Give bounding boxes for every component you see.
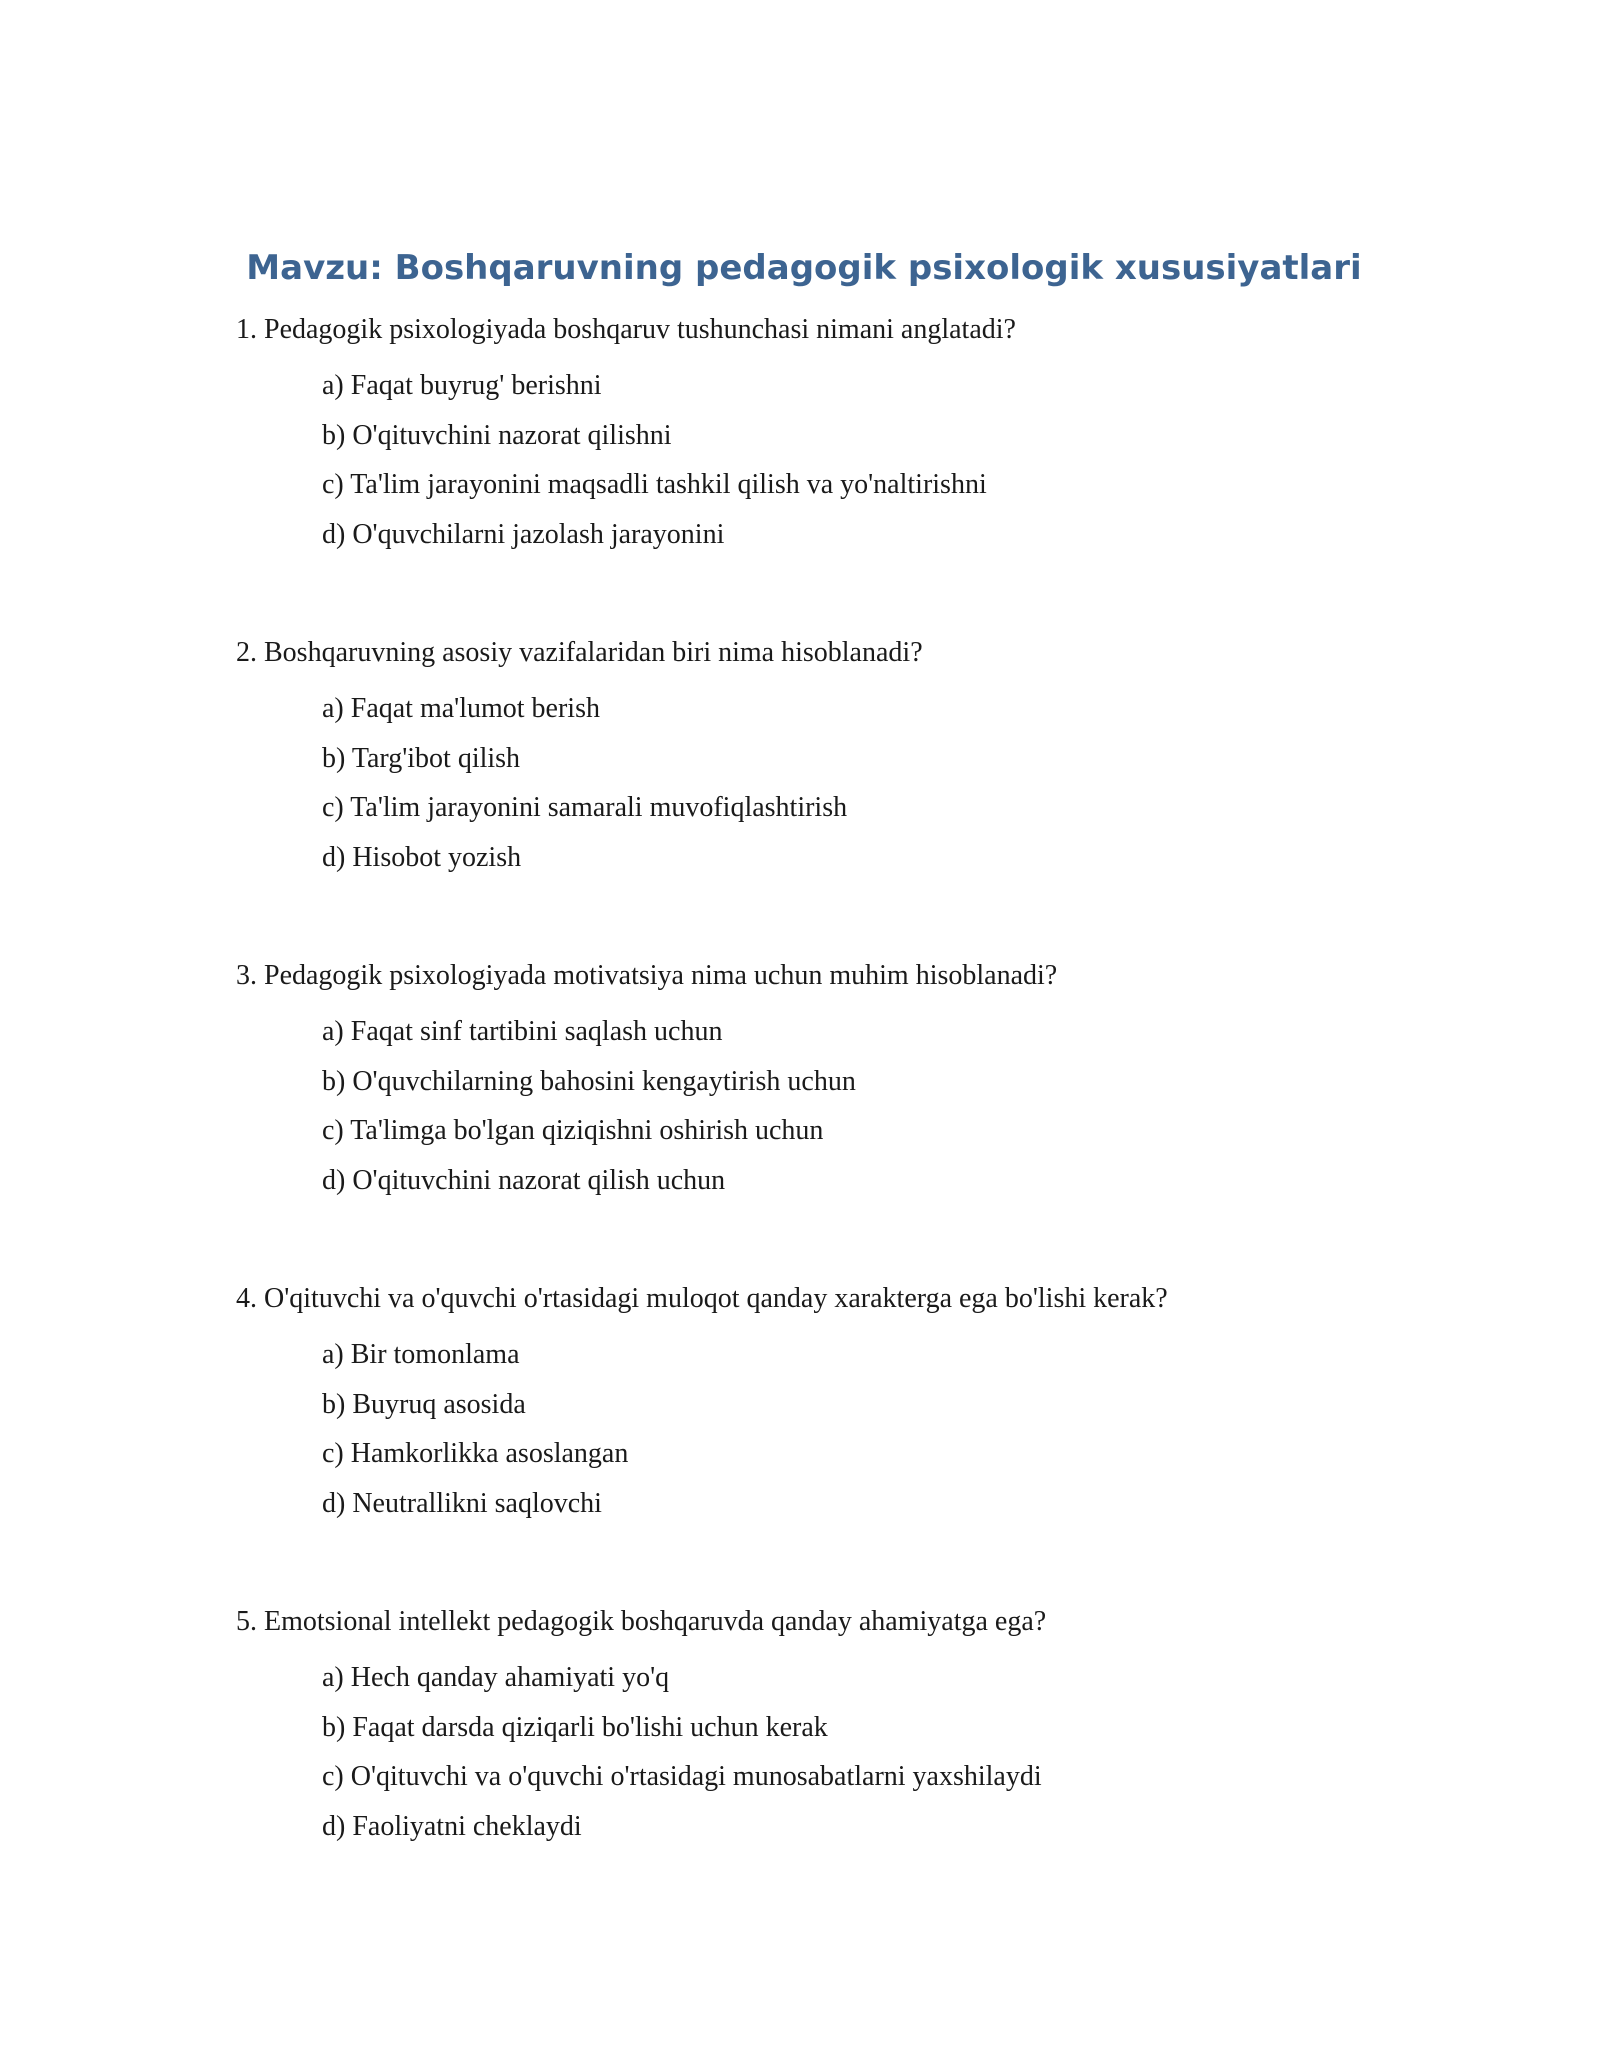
option-c: c) O'qituvchi va o'quvchi o'rtasidagi munosabatlarni yaxshilaydi <box>322 1761 1042 1792</box>
question-text: 2. Boshqaruvning asosiy vazifalaridan biri nima hisoblanadi? <box>236 637 923 668</box>
option-d: d) O'quvchilarni jazolash jarayonini <box>322 518 725 550</box>
option-a: a) Bir tomonlama <box>322 1339 520 1370</box>
option-b: b) O'qituvchini nazorat qilishni <box>322 419 672 451</box>
option-list <box>322 1657 1436 1855</box>
question-1 <box>236 309 1436 563</box>
option-a: a) Faqat sinf tartibini saqlash uchun <box>322 1016 723 1047</box>
option-list <box>322 688 1436 886</box>
option-a: a) Faqat buyrug' berishni <box>322 370 602 401</box>
option-a: a) Faqat ma'lumot berish <box>322 693 600 724</box>
question-text: 4. O'qituvchi va o'quvchi o'rtasidagi muloqot qanday xarakterga ega bo'lishi kerak? <box>236 1283 1168 1314</box>
option-d: d) O'qituvchini nazorat qilish uchun <box>322 1164 726 1196</box>
option-list <box>322 1334 1436 1532</box>
option-c: c) Hamkorlikka asoslangan <box>322 1438 629 1469</box>
option-d: d) Faoliyatni cheklaydi <box>322 1810 582 1842</box>
option-a: a) Hech qanday ahamiyati yo'q <box>322 1662 670 1693</box>
option-list <box>322 365 1436 563</box>
option-c: c) Ta'limga bo'lgan qiziqishni oshirish uchun <box>322 1115 824 1146</box>
option-list <box>322 1011 1436 1209</box>
question-text: 5. Emotsional intellekt pedagogik boshqaruvda qanday ahamiyatga ega? <box>236 1606 1047 1637</box>
option-c: c) Ta'lim jarayonini samarali muvofiqlashtirish <box>322 792 848 823</box>
option-d: d) Neutrallikni saqlovchi <box>322 1487 602 1519</box>
option-b: b) Faqat darsda qiziqarli bo'lishi uchun kerak <box>322 1711 828 1743</box>
question-2 <box>236 632 1436 886</box>
option-d: d) Hisobot yozish <box>322 841 522 873</box>
option-b: b) Targ'ibot qilish <box>322 742 521 774</box>
option-b: b) O'quvchilarning bahosini kengaytirish uchun <box>322 1065 856 1097</box>
question-text: 1. Pedagogik psixologiyada boshqaruv tushunchasi nimani anglatadi? <box>236 314 1016 345</box>
question-5 <box>236 1601 1436 1855</box>
question-text: 3. Pedagogik psixologiyada motivatsiya nima uchun muhim hisoblanadi? <box>236 960 1058 991</box>
question-4 <box>236 1278 1436 1532</box>
question-3 <box>236 955 1436 1209</box>
option-b: b) Buyruq asosida <box>322 1388 526 1420</box>
page-title: Mavzu: Boshqaruvning pedagogik psixologik xususiyatlari <box>246 248 1362 288</box>
option-c: c) Ta'lim jarayonini maqsadli tashkil qilish va yo'naltirishni <box>322 469 987 500</box>
